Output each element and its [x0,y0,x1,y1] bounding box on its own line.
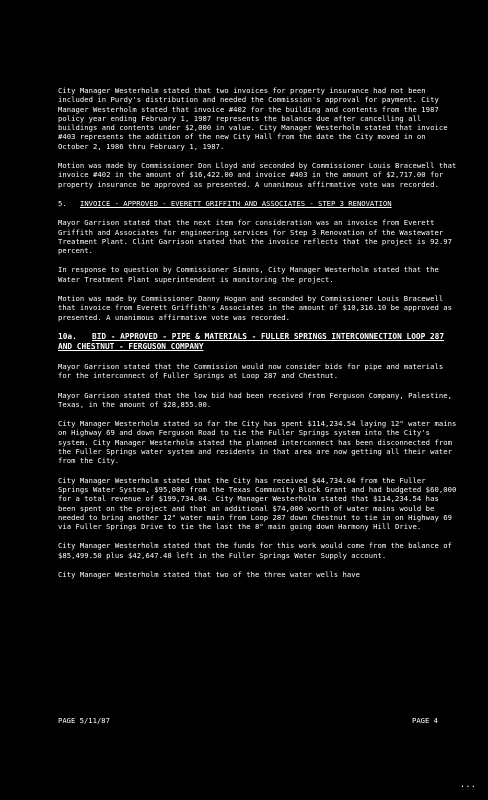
section-title: INVOICE - APPROVED - EVERETT GRIFFITH AND ASSOCIATES - STEP 3 RENOVATION [80,198,392,208]
footer-page-number: PAGE 4 [412,716,438,725]
paragraph-griffith-invoice: Mayor Garrison stated that the next item for consideration was an invoice from Everett Griffith and Associates for engineering services for Step 3 Renovation of the Wastewater Treatment Plant. Clint Garrison stated that the invoice reflects that the project is 92.97 percent. [58,218,452,256]
paragraph-spent-mains: City Manager Westerholm stated so far the City has spent $114,234.54 laying 12" water mains on Highway 69 and down Ferguson Road to tie the Fuller Springs system into the City's system. City Manager Westerholm stated the planned interconnect has been disconnected from the Fuller Springs water system and residents in that area are now getting all their water from the City. [58,419,457,466]
footer-date: PAGE 5/11/87 [58,716,110,725]
document-page [58,86,458,589]
section-number: 10a. [58,331,77,341]
section-heading-10a [58,332,458,352]
paragraph-monitoring: In response to question by Commissioner Simons, City Manager Westerholm stated that the Water Treatment Plant superintendent is monitoring the project. [58,265,439,284]
page-footer [58,716,438,725]
paragraph-insurance-motion: Motion was made by Commissioner Don Lloyd and seconded by Commissioner Louis Bracewell that invoice #402 in the amount of $16,422.00 and invoice #403 in the amount of $2,717.00 for property insurance be approved as presented. A unanimous affirmative vote was recorded. [58,161,457,189]
paragraph-griffith-motion: Motion was made by Commissioner Danny Hogan and seconded by Commissioner Louis Bracewell that invoice from Everett Griffith's Associates in the amount of $10,316.10 be approved as presented. A unanimous affirmative vote was recorded. [58,294,452,322]
corner-mark: ... [459,780,476,790]
paragraph-bids-intro: Mayor Garrison stated that the Commission would now consider bids for pipe and materials for the interconnect of Fuller Springs at Loop 287 and Chestnut. [58,361,444,381]
section-number: 5. [58,198,67,208]
paragraph-wells: City Manager Westerholm stated that two of the three water wells have [58,569,361,579]
paragraph-low-bid: Mayor Garrison stated that the low bid had been received from Ferguson Company, Palestine, Texas, in the amount of $28,855.00. [58,390,452,409]
paragraph-funds: City Manager Westerholm stated that the funds for this work would come from the balance of $85,499.50 plus $42,647.48 left in the Fuller Springs Water Supply account. [58,541,452,560]
section-heading-5 [58,199,458,208]
section-title: BID - APPROVED - PIPE & MATERIALS - FULLER SPRINGS INTERCONNECTION LOOP 287 AND CHESTNUT - FERGUSON COMPANY [58,331,445,351]
paragraph-insurance-invoices: City Manager Westerholm stated that two invoices for property insurance had not been included in Purdy's distribution and needed the Commission's approval for payment. City Manager Westerholm stated that invoice #402 for the building and contents from the 1987 policy year ending February 1, 1987 represents the balance due after cancelling all buildings and contents under $2,000 in value. City Manager Westerholm stated that invoice #403 represents the addition of the new City Hall from the date the City moved in on October 2, 1986 thru February 1, 1987. [58,86,448,151]
paragraph-revenue: City Manager Westerholm stated that the City has received $44,734.04 from the Fuller Springs Water System, $95,000 from the Texas Community Block Grant and had budgeted $60,000 for a total revenue of $199,734.04. City Manager Westerholm stated that $114,234.54 has been spent on the project and that an additional $74,000 worth of water mains would be needed to bring another 12" water main from Loop 287 down Chestnut to tie in on Highway 69 via Fuller Springs Drive to tie the last the 8" main going down Harmony Hill Drive. [58,475,457,532]
